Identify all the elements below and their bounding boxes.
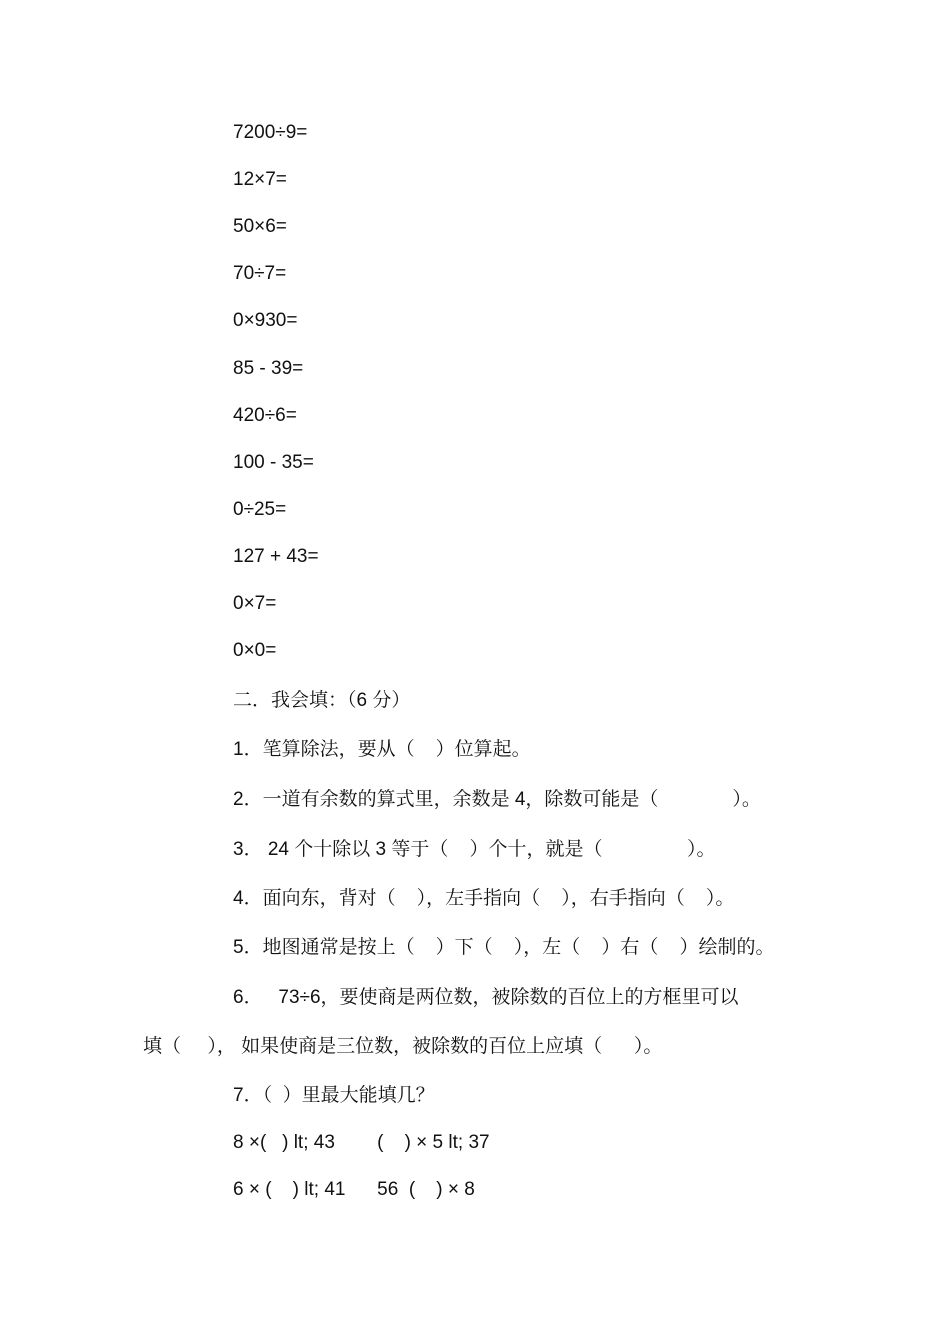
question-6-line-1: 6． 73÷6，要使商是两位数，被除数的百位上的方框里可以 xyxy=(233,987,739,1008)
calc-line: 12×7= xyxy=(233,169,287,190)
section-heading: 二．我会填：（6 分） xyxy=(233,690,411,711)
question-7-row-2: 6 × ( ) lt; 41 56 ( ) × 8 xyxy=(233,1179,475,1200)
calc-line: 127 + 43= xyxy=(233,546,319,567)
question-3: 3． 24 个十除以 3 等于（ ）个十，就是（ ）。 xyxy=(233,839,716,860)
question-7-row-1: 8 ×( ) lt; 43 ( ) × 5 lt; 37 xyxy=(233,1132,490,1153)
question-1: 1．笔算除法，要从（ ）位算起。 xyxy=(233,739,531,760)
calc-line: 100 - 35= xyxy=(233,452,314,473)
calc-line: 70÷7= xyxy=(233,263,287,284)
question-4: 4．面向东，背对（ ），左手指向（ ），右手指向（ ）。 xyxy=(233,888,735,909)
calc-line: 50×6= xyxy=(233,216,287,237)
calc-line: 0×0= xyxy=(233,640,277,661)
calc-line: 7200÷9= xyxy=(233,122,308,143)
calc-line: 0×7= xyxy=(233,593,277,614)
calc-line: 85 - 39= xyxy=(233,358,304,379)
question-7: 7．（ ）里最大能填几？ xyxy=(233,1085,435,1106)
calc-line: 0×930= xyxy=(233,310,298,331)
question-2: 2．一道有余数的算式里，余数是 4，除数可能是（ ）。 xyxy=(233,789,761,810)
question-6-line-2: 填（ ）， 如果使商是三位数，被除数的百位上应填（ ）。 xyxy=(143,1036,663,1057)
calc-line: 0÷25= xyxy=(233,499,287,520)
calc-line: 420÷6= xyxy=(233,405,297,426)
question-5: 5．地图通常是按上（ ）下（ ），左（ ）右（ ）绘制的。 xyxy=(233,937,775,958)
